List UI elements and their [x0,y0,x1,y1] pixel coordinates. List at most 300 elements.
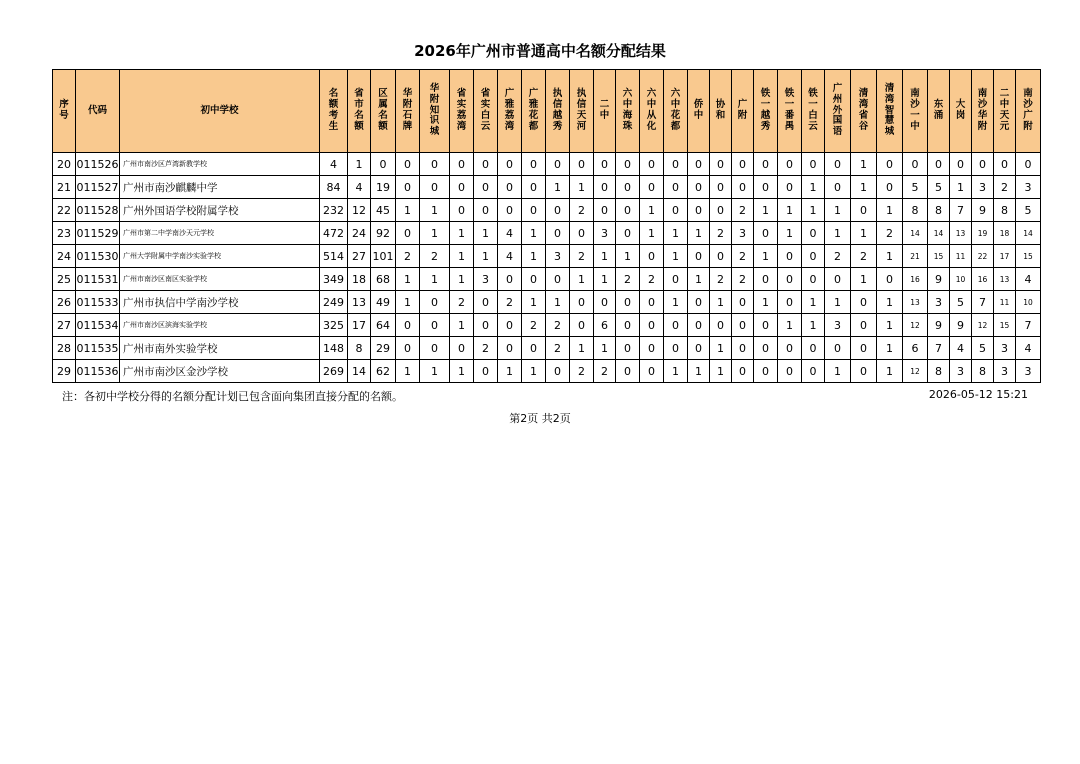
quota-cell: 0 [688,245,710,268]
quota-cell: 12 [903,314,928,337]
quota-cell: 9 [928,314,950,337]
quota-cell: 1 [498,360,522,383]
quota-cell: 6 [594,314,616,337]
quota-cell: 0 [851,291,877,314]
quota-cell: 3 [594,222,616,245]
quota-cell: 6 [903,337,928,360]
school-name: 广州市南沙区金沙学校 [120,360,320,383]
school-name: 广州市南沙区滨海实验学校 [120,314,320,337]
column-header [396,70,420,153]
column-header [851,70,877,153]
school-name: 广州市第二中学南沙天元学校 [120,222,320,245]
quota-cell: 0 [420,337,450,360]
table-row [53,360,1041,383]
quota-cell: 4 [320,153,348,176]
quota-cell: 13 [950,222,972,245]
table-row [53,222,1041,245]
quota-cell: 5 [1016,199,1041,222]
quota-cell: 62 [371,360,396,383]
quota-cell: 0 [710,153,732,176]
quota-cell: 8 [928,199,950,222]
quota-cell: 0 [732,314,754,337]
column-header-label: 清湾省谷 [858,88,869,132]
quota-cell: 0 [594,291,616,314]
column-header [76,70,120,153]
quota-cell: 1 [950,176,972,199]
quota-cell: 68 [371,268,396,291]
quota-cell: 0 [498,176,522,199]
quota-cell: 7 [972,291,994,314]
quota-cell: 0 [450,176,474,199]
column-header [498,70,522,153]
quota-cell: 13 [994,268,1016,291]
quota-cell: 2 [640,268,664,291]
quota-cell: 0 [546,360,570,383]
quota-cell: 17 [994,245,1016,268]
quota-cell: 0 [754,268,778,291]
quota-cell: 249 [320,291,348,314]
quota-cell: 0 [664,199,688,222]
quota-cell: 1 [594,245,616,268]
quota-cell: 2 [546,314,570,337]
quota-cell: 1 [450,360,474,383]
quota-cell: 0 [396,314,420,337]
quota-cell: 0 [732,291,754,314]
quota-cell: 13 [903,291,928,314]
quota-cell: 0 [754,337,778,360]
quota-cell: 1 [825,360,851,383]
quota-cell: 0 [664,176,688,199]
quota-cell: 29 [371,337,396,360]
quota-cell: 0 [710,314,732,337]
timestamp: 2026-05-12 15:21 [928,388,1028,401]
quota-cell: 0 [474,199,498,222]
quota-cell: 1 [664,245,688,268]
quota-cell: 0 [972,153,994,176]
quota-cell: 0 [903,153,928,176]
quota-cell: 1 [420,268,450,291]
school-code: 011528 [76,199,120,222]
quota-cell: 7 [928,337,950,360]
column-header-label: 广附 [737,99,748,121]
quota-cell: 3 [994,360,1016,383]
quota-cell: 0 [546,222,570,245]
quota-cell: 0 [616,291,640,314]
column-header-label: 六中花都 [670,88,681,132]
column-header [640,70,664,153]
quota-cell: 3 [1016,360,1041,383]
quota-cell: 0 [877,176,903,199]
column-header-label: 南沙一中 [910,88,920,132]
column-header [994,70,1016,153]
column-header [450,70,474,153]
column-header-label: 华附石牌 [402,88,413,132]
quota-cell: 22 [972,245,994,268]
quota-cell: 8 [903,199,928,222]
quota-cell: 0 [474,291,498,314]
quota-cell: 19 [972,222,994,245]
quota-cell: 3 [928,291,950,314]
quota-cell: 0 [450,337,474,360]
quota-cell: 2 [498,291,522,314]
quota-cell: 7 [1016,314,1041,337]
quota-cell: 0 [778,245,802,268]
quota-cell: 1 [877,360,903,383]
column-header [732,70,754,153]
quota-cell: 2 [570,360,594,383]
quota-cell: 4 [348,176,371,199]
quota-cell: 12 [348,199,371,222]
quota-cell: 0 [688,199,710,222]
quota-cell: 1 [450,245,474,268]
quota-cell: 2 [450,291,474,314]
quota-cell: 0 [778,153,802,176]
quota-cell: 1 [616,245,640,268]
quota-cell: 0 [754,153,778,176]
quota-cell: 0 [754,314,778,337]
quota-cell: 1 [851,222,877,245]
quota-cell: 1 [851,176,877,199]
column-header-label: 区属名额 [378,88,388,132]
school-code: 011531 [76,268,120,291]
quota-cell: 0 [594,176,616,199]
quota-cell: 0 [396,153,420,176]
table-header-row [53,70,1041,153]
quota-cell: 11 [950,245,972,268]
quota-cell: 0 [994,153,1016,176]
column-header [710,70,732,153]
quota-cell: 0 [802,268,825,291]
column-header [825,70,851,153]
quota-cell: 0 [498,153,522,176]
quota-cell: 0 [498,268,522,291]
quota-cell: 3 [546,245,570,268]
quota-cell: 0 [688,314,710,337]
quota-cell: 14 [1016,222,1041,245]
quota-cell: 1 [570,176,594,199]
quota-cell: 12 [903,360,928,383]
quota-cell: 8 [994,199,1016,222]
row-index: 21 [53,176,76,199]
quota-cell: 0 [640,360,664,383]
quota-cell: 0 [778,268,802,291]
quota-cell: 0 [778,360,802,383]
quota-cell: 2 [616,268,640,291]
column-header [348,70,371,153]
quota-cell: 5 [903,176,928,199]
quota-cell: 14 [903,222,928,245]
quota-cell: 0 [616,153,640,176]
quota-cell: 0 [420,314,450,337]
quota-cell: 0 [640,291,664,314]
quota-cell: 24 [348,222,371,245]
quota-cell: 2 [851,245,877,268]
column-header [972,70,994,153]
quota-cell: 2 [877,222,903,245]
quota-cell: 1 [522,222,546,245]
row-index: 23 [53,222,76,245]
school-code: 011533 [76,291,120,314]
column-header-label: 广雅花都 [528,88,539,132]
quota-cell: 0 [710,199,732,222]
column-header [928,70,950,153]
column-header-label: 二中天元 [999,88,1010,132]
quota-cell: 0 [754,360,778,383]
quota-cell: 1 [450,268,474,291]
quota-cell: 8 [972,360,994,383]
quota-cell: 514 [320,245,348,268]
quota-cell: 1 [802,291,825,314]
page-indicator: 第2页 共2页 [509,412,571,425]
quota-cell: 1 [640,199,664,222]
quota-cell: 0 [825,153,851,176]
school-code: 011536 [76,360,120,383]
quota-cell: 2 [994,176,1016,199]
column-header [903,70,928,153]
quota-cell: 16 [972,268,994,291]
quota-cell: 0 [474,153,498,176]
column-header [688,70,710,153]
quota-cell: 0 [616,337,640,360]
school-code: 011535 [76,337,120,360]
quota-cell: 3 [474,268,498,291]
quota-cell: 1 [664,360,688,383]
column-header [546,70,570,153]
quota-cell: 1 [546,176,570,199]
column-header [320,70,348,153]
quota-cell: 0 [640,153,664,176]
quota-cell: 0 [688,291,710,314]
quota-cell: 2 [732,268,754,291]
quota-cell: 1 [664,291,688,314]
quota-cell: 2 [732,199,754,222]
quota-cell: 8 [348,337,371,360]
school-code: 011530 [76,245,120,268]
quota-cell: 5 [928,176,950,199]
quota-cell: 0 [754,176,778,199]
quota-cell: 2 [825,245,851,268]
quota-cell: 27 [348,245,371,268]
column-header-label: 铁一越秀 [760,88,771,132]
quota-cell: 4 [1016,337,1041,360]
quota-cell: 1 [570,337,594,360]
quota-cell: 0 [522,153,546,176]
quota-cell: 472 [320,222,348,245]
quota-cell: 0 [616,176,640,199]
column-header [664,70,688,153]
quota-cell: 10 [950,268,972,291]
quota-cell: 1 [664,222,688,245]
quota-cell: 1 [877,337,903,360]
quota-cell: 92 [371,222,396,245]
quota-cell: 3 [1016,176,1041,199]
quota-cell: 3 [825,314,851,337]
column-header [778,70,802,153]
column-header-label: 广州外国语 [832,82,843,138]
quota-cell: 0 [802,153,825,176]
quota-cell: 7 [950,199,972,222]
quota-cell: 0 [546,199,570,222]
quota-cell: 19 [371,176,396,199]
quota-cell: 0 [950,153,972,176]
column-header-label: 六中从化 [646,88,657,132]
quota-cell: 0 [732,176,754,199]
quota-cell: 3 [732,222,754,245]
table-row [53,268,1041,291]
quota-cell: 2 [570,199,594,222]
quota-cell: 1 [396,199,420,222]
column-header-label: 铁一白云 [808,88,818,132]
quota-cell: 0 [522,268,546,291]
quota-cell: 1 [420,222,450,245]
quota-cell: 1 [396,268,420,291]
column-header [877,70,903,153]
column-header [616,70,640,153]
quota-cell: 0 [640,314,664,337]
school-code: 011527 [76,176,120,199]
school-name: 广州市南沙麒麟中学 [120,176,320,199]
row-index: 22 [53,199,76,222]
quota-cell: 0 [825,176,851,199]
row-index: 24 [53,245,76,268]
quota-cell: 0 [498,314,522,337]
quota-cell: 148 [320,337,348,360]
quota-cell: 0 [594,199,616,222]
quota-cell: 10 [1016,291,1041,314]
quota-cell: 3 [972,176,994,199]
quota-cell: 0 [710,176,732,199]
quota-cell: 1 [778,314,802,337]
column-header-label: 代码 [87,104,107,116]
quota-cell: 0 [371,153,396,176]
quota-cell: 0 [825,268,851,291]
quota-cell: 2 [710,222,732,245]
column-header-label: 二中 [599,99,610,121]
column-header-label: 六中海珠 [622,88,633,132]
column-header [120,70,320,153]
column-header-label: 省市名额 [354,88,364,132]
quota-cell: 3 [994,337,1016,360]
quota-cell: 0 [664,268,688,291]
quota-cell: 0 [928,153,950,176]
quota-cell: 2 [570,245,594,268]
column-header [474,70,498,153]
quota-cell: 1 [396,291,420,314]
quota-cell: 0 [616,314,640,337]
column-header-label: 省实荔湾 [456,88,467,132]
quota-cell: 0 [420,291,450,314]
quota-cell: 1 [522,360,546,383]
column-header [53,70,76,153]
quota-cell: 14 [348,360,371,383]
quota-cell: 1 [396,360,420,383]
quota-cell: 1 [802,199,825,222]
quota-cell: 1 [570,268,594,291]
quota-cell: 0 [877,153,903,176]
quota-cell: 12 [972,314,994,337]
school-name: 广州市南沙区南区实验学校 [120,268,320,291]
quota-cell: 1 [778,199,802,222]
quota-cell: 1 [851,153,877,176]
table-row [53,245,1041,268]
quota-cell: 1 [825,199,851,222]
quota-cell: 1 [710,291,732,314]
quota-cell: 0 [732,153,754,176]
quota-cell: 0 [802,222,825,245]
column-header [371,70,396,153]
column-header-label: 南沙华附 [977,88,988,132]
column-header-label: 名额考生 [328,88,339,132]
quota-cell: 0 [570,314,594,337]
quota-cell: 0 [640,245,664,268]
quota-cell: 1 [754,245,778,268]
quota-cell: 0 [474,314,498,337]
table-row [53,314,1041,337]
quota-cell: 0 [688,337,710,360]
column-header-label: 侨中 [693,99,704,121]
quota-cell: 0 [688,176,710,199]
row-index: 27 [53,314,76,337]
footnote: 注：各初中学校分得的名额分配计划已包含面向集团直接分配的名额。 [62,390,403,403]
quota-cell: 1 [474,222,498,245]
school-name: 广州市南外实验学校 [120,337,320,360]
quota-cell: 0 [754,222,778,245]
quota-cell: 0 [498,199,522,222]
column-header-label: 协和 [715,99,726,121]
quota-cell: 1 [825,291,851,314]
column-header-label: 序号 [59,99,69,121]
school-code: 011529 [76,222,120,245]
quota-cell: 0 [778,176,802,199]
quota-cell: 1 [688,360,710,383]
quota-cell: 1 [420,199,450,222]
column-header [420,70,450,153]
quota-cell: 4 [1016,268,1041,291]
school-name: 广州外国语学校附属学校 [120,199,320,222]
row-index: 29 [53,360,76,383]
school-code: 011534 [76,314,120,337]
quota-cell: 0 [420,153,450,176]
column-header-label: 执信越秀 [552,88,563,132]
quota-cell: 1 [877,199,903,222]
quota-cell: 1 [522,245,546,268]
quota-cell: 21 [903,245,928,268]
quota-cell: 0 [778,337,802,360]
quota-cell: 18 [994,222,1016,245]
column-header-label: 执信天河 [576,88,587,132]
quota-cell: 0 [851,360,877,383]
quota-cell: 0 [616,222,640,245]
column-header-label: 东涌 [933,99,944,121]
quota-cell: 0 [396,337,420,360]
quota-cell: 2 [710,268,732,291]
column-header-label: 广雅荔湾 [504,88,515,132]
quota-cell: 11 [994,291,1016,314]
quota-cell: 2 [594,360,616,383]
quota-cell: 0 [851,337,877,360]
school-name: 广州市南沙区芦湾新教学校 [120,153,320,176]
quota-cell: 15 [928,245,950,268]
quota-cell: 0 [546,268,570,291]
quota-cell: 4 [498,245,522,268]
column-header [522,70,546,153]
column-header-label: 初中学校 [200,104,239,116]
quota-cell: 0 [570,291,594,314]
quota-cell: 0 [570,153,594,176]
quota-cell: 0 [570,222,594,245]
quota-cell: 17 [348,314,371,337]
quota-cell: 1 [420,360,450,383]
